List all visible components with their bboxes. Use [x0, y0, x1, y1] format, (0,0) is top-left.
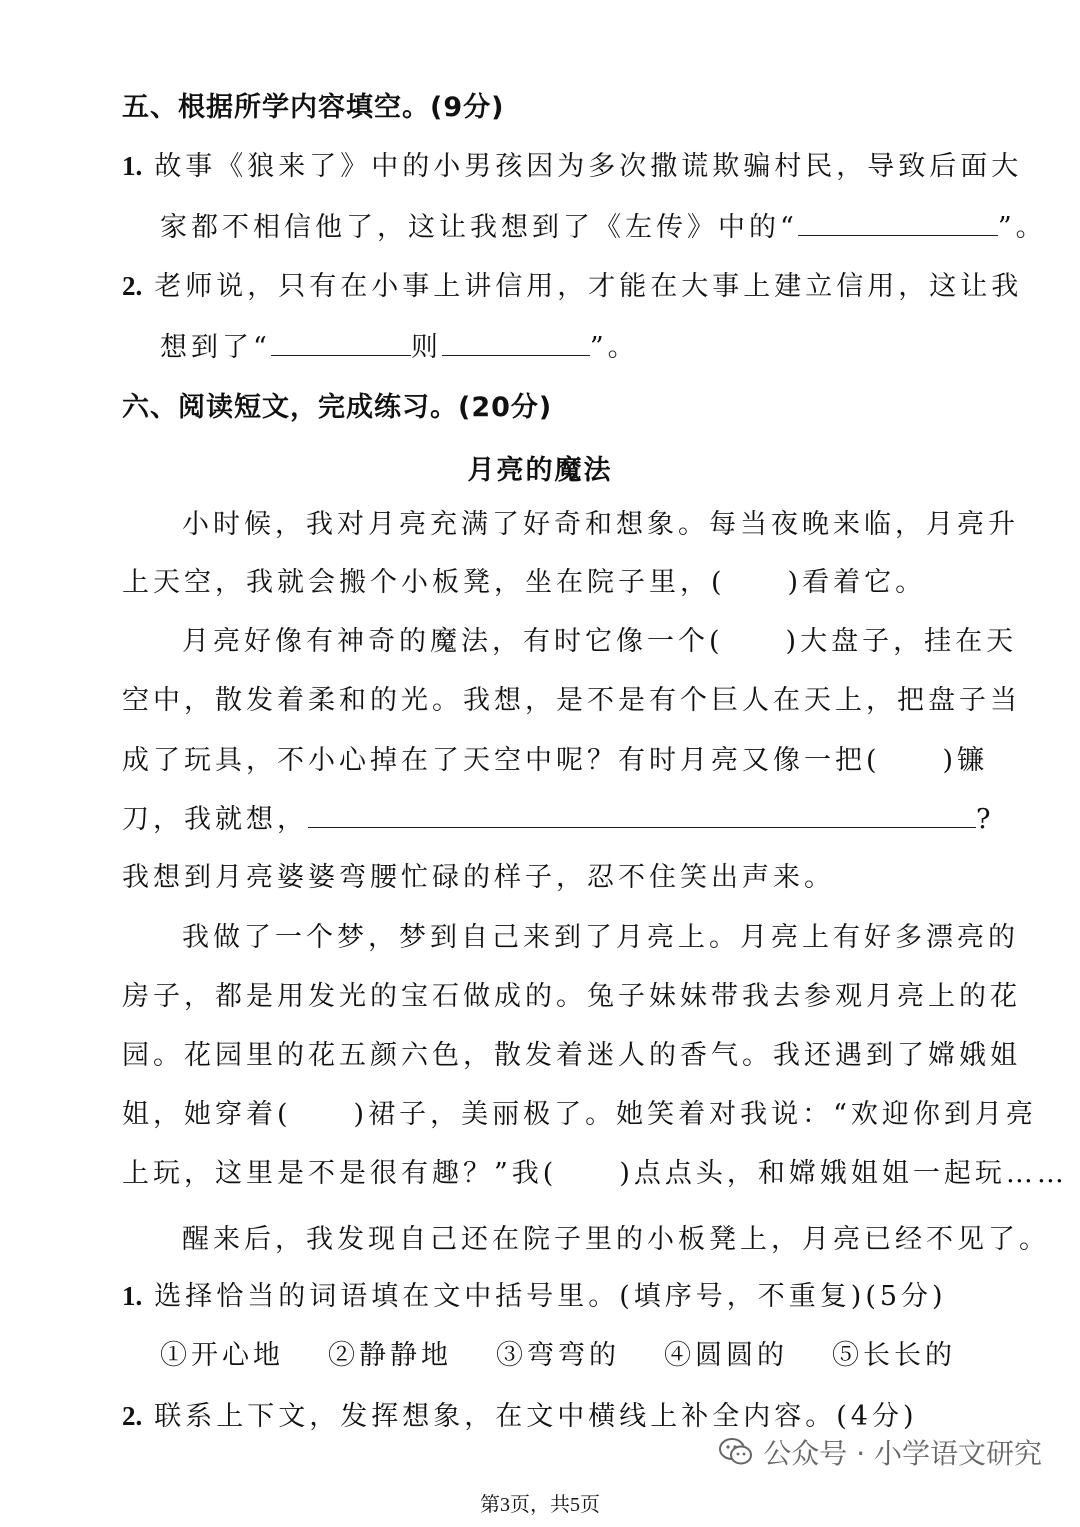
s6-q2-number: 2.: [122, 1401, 143, 1431]
s5-q2-text: 老师说，只有在小事上讲信用，才能在大事上建立信用，这让我: [154, 271, 1023, 302]
p2-line5: 我想到月亮婆婆弯腰忙碌的样子，忍不住笑出声来。: [122, 862, 835, 893]
p3-line4: 姐，她穿着( )裙子，美丽极了。她笑着对我说：“欢迎你到月亮: [122, 1099, 1037, 1130]
s5-q1-line2-after: ”。: [997, 212, 1047, 243]
s5-q2-answer-blank-2[interactable]: [442, 329, 590, 356]
s5-q2-line2-after: ”。: [589, 332, 639, 363]
s6-q1-text: 选择恰当的词语填在文中括号里。(填序号，不重复)(5分): [154, 1281, 947, 1312]
s5-q1-answer-blank[interactable]: [798, 209, 998, 236]
s5-q1-line2-before: 家都不相信他了，这让我想到了《左传》中的“: [160, 212, 798, 243]
p4-line1: 醒来后，我发现自己还在院子里的小板凳上，月亮已经不见了。: [182, 1224, 1050, 1255]
s5-q2-line2-mid: 则: [410, 332, 442, 363]
watermark: [719, 1432, 1042, 1472]
option-1: ①开心地: [160, 1340, 284, 1371]
word-options: [160, 1336, 958, 1376]
section5-heading: 五、根据所学内容填空。(9分): [122, 92, 505, 123]
p2-line3: 成了玩具，不小心掉在了天空中呢？有时月亮又像一把( )镰: [122, 745, 989, 776]
option-3: ③弯弯的: [496, 1340, 620, 1371]
s6-q2-text: 联系上下文，发挥想象，在文中横线上补全内容。(4分): [154, 1401, 918, 1432]
wechat-icon: [719, 1438, 753, 1466]
p2-answer-blank[interactable]: [308, 801, 976, 828]
option-4: ④圆圆的: [664, 1340, 788, 1371]
p2-line4-before: 刀，我就想，: [122, 804, 308, 835]
s5-q2-line2-before: 想到了“: [160, 332, 271, 363]
section6-heading: 六、阅读短文，完成练习。(20分): [122, 392, 553, 423]
p2-line4-after: ?: [976, 804, 995, 835]
p2-line1: 月亮好像有神奇的魔法，有时它像一个( )大盘子，挂在天: [182, 626, 1018, 657]
p3-line3: 园。花园里的花五颜六色，散发着迷人的香气。我还遇到了嫦娥姐: [122, 1040, 1021, 1071]
watermark-text: 公众号 · 小学语文研究: [763, 1437, 1042, 1470]
s5-q1-line2: [160, 208, 1047, 248]
s5-q2-number: 2.: [122, 271, 143, 301]
s6-q1-line: [122, 1276, 958, 1317]
s5-q1-line1: [122, 146, 1023, 187]
p2-line4: [122, 800, 995, 840]
p1-line1: 小时候，我对月亮充满了好奇和想象。每当夜晚来临，月亮升: [182, 509, 1019, 540]
page-footer: 第3页，共5页: [480, 1494, 600, 1516]
s5-q1-text: 故事《狼来了》中的小男孩因为多次撒谎欺骗村民，导致后面大: [154, 151, 1023, 182]
p3-line2: 房子，都是用发光的宝石做成的。兔子妹妹带我去参观月亮上的花: [122, 981, 1021, 1012]
option-2: ②静静地: [328, 1340, 452, 1371]
p1-line2: 上天空，我就会搬个小板凳，坐在院子里，( )看着它。: [122, 567, 927, 598]
s5-q2-answer-blank-1[interactable]: [271, 329, 411, 356]
passage-title: 月亮的魔法: [467, 455, 613, 486]
s5-q1-number: 1.: [122, 151, 143, 181]
p3-line5: 上玩，这里是不是很有趣？”我( )点点头，和嫦娥姐姐一起玩……: [122, 1158, 1068, 1189]
s6-q1-number: 1.: [122, 1281, 143, 1311]
p2-line2: 空中，散发着柔和的光。我想，是不是有个巨人在天上，把盘子当: [122, 685, 1021, 716]
option-5: ⑤长长的: [832, 1340, 956, 1371]
s5-q2-line1: [122, 266, 1023, 307]
s5-q2-line2: [160, 328, 958, 368]
p3-line1: 我做了一个梦，梦到自己来到了月亮上。月亮上有好多漂亮的: [182, 922, 1019, 953]
s6-q2-line: [122, 1396, 958, 1437]
